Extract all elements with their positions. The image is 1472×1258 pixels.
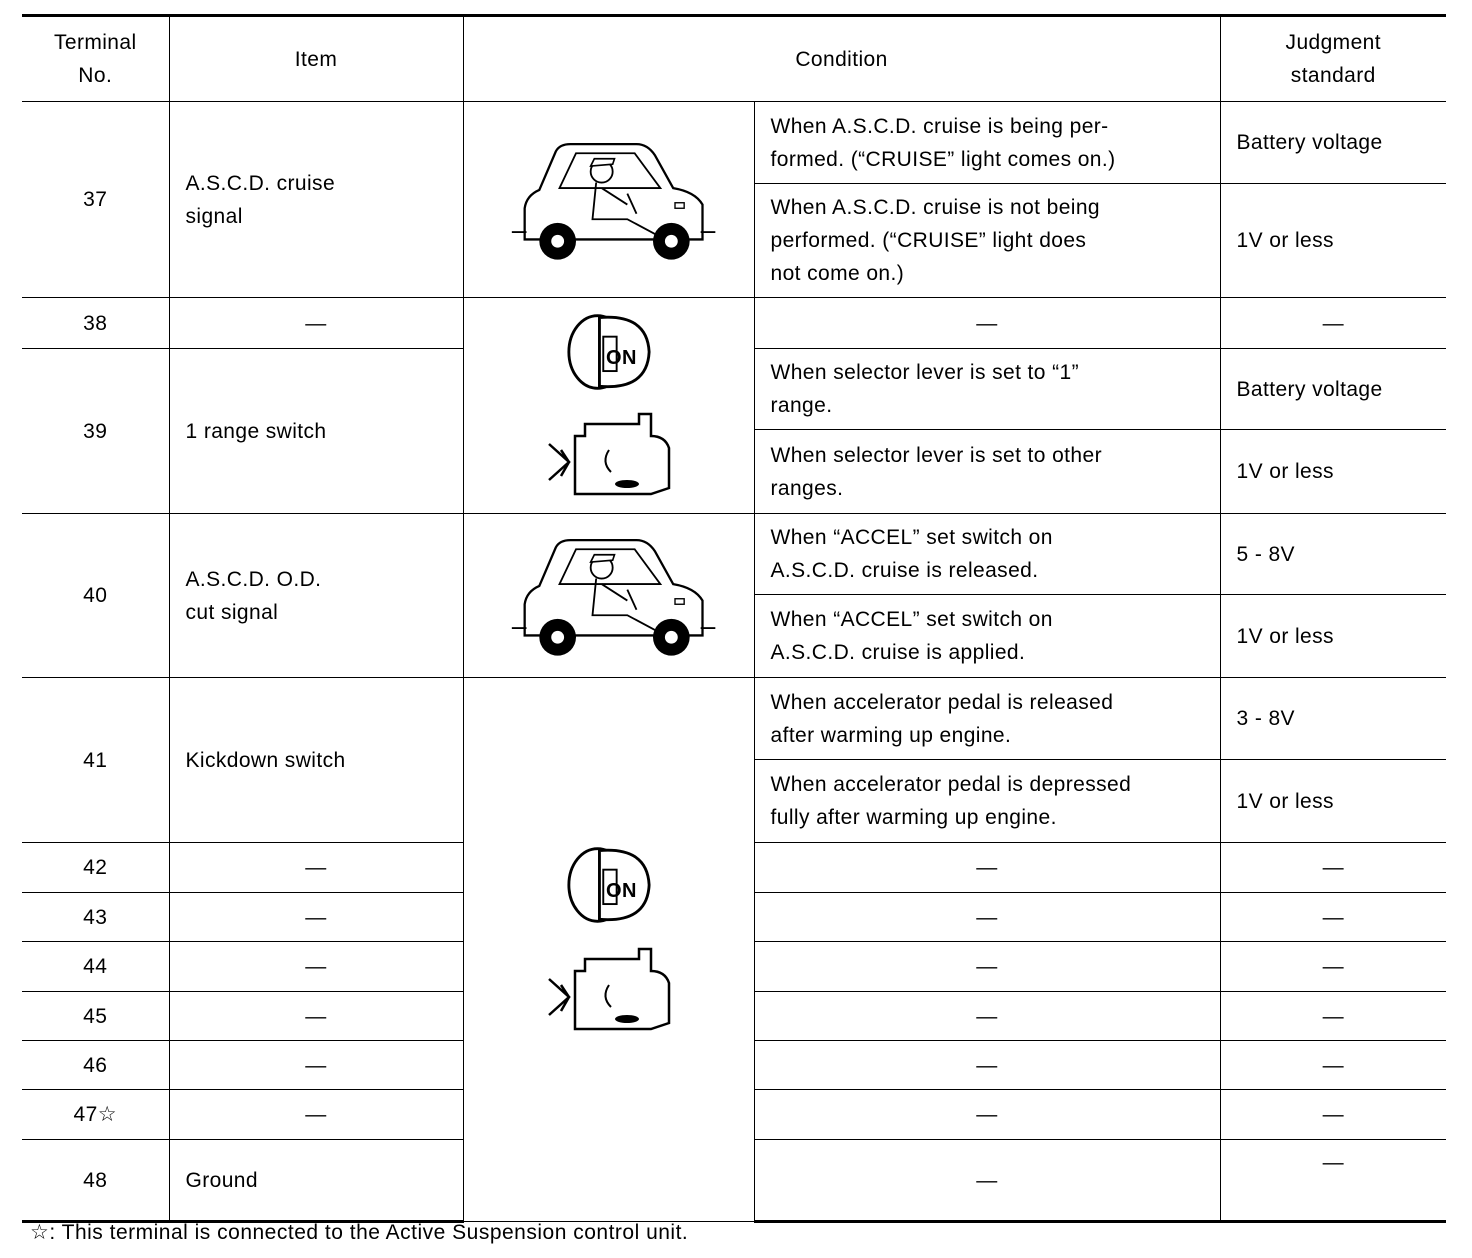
terminal-cell: 44	[22, 942, 169, 992]
judgment-cell: —	[1220, 942, 1446, 992]
header-judgment	[1220, 16, 1446, 102]
header-terminal-line1: Terminal	[53, 31, 137, 54]
item-cell: —	[169, 843, 463, 893]
condition-cell	[754, 678, 1220, 760]
terminal-cell: 41	[22, 678, 169, 843]
item-line: A.S.C.D. O.D.	[185, 567, 322, 591]
switch-label: ON	[605, 346, 637, 369]
condition-cell: —	[754, 298, 1220, 349]
picture-cell	[463, 514, 754, 678]
terminal-cell: 42	[22, 843, 169, 893]
footnote: ☆: This terminal is connected to the Active Suspension control unit.	[30, 1221, 689, 1244]
condition-line: A.S.C.D. cruise is applied.	[770, 641, 1026, 664]
header-judgment-line1: Judgment	[1285, 31, 1381, 54]
table-row	[22, 514, 1446, 595]
item-cell: —	[169, 1090, 463, 1140]
condition-line: range.	[770, 394, 833, 417]
terminal-cell: 46	[22, 1041, 169, 1090]
condition-line: When accelerator pedal is released	[770, 690, 1114, 714]
terminal-table-wrapper	[22, 14, 1446, 1223]
condition-line: ranges.	[770, 476, 844, 500]
judgment-cell: —	[1220, 298, 1446, 349]
item-cell: —	[169, 1041, 463, 1090]
condition-cell: —	[754, 843, 1220, 893]
condition-line: after warming up engine.	[770, 723, 1012, 747]
item-line: A.S.C.D. cruise	[185, 171, 336, 195]
judgment-cell: —	[1220, 992, 1446, 1041]
header-condition: Condition	[463, 16, 1220, 102]
item-cell	[169, 514, 463, 678]
item-line: signal	[185, 204, 243, 228]
judgment-cell: 5 - 8V	[1220, 514, 1446, 595]
condition-line: A.S.C.D. cruise is released.	[770, 559, 1039, 582]
condition-line: formed. (“CRUISE” light comes on.)	[770, 147, 1116, 171]
terminal-cell: 39	[22, 349, 169, 514]
judgment-cell: 1V or less	[1220, 184, 1446, 298]
item-cell: —	[169, 942, 463, 992]
terminal-table	[22, 14, 1446, 1223]
item-cell: Ground	[169, 1140, 463, 1222]
condition-cell	[754, 102, 1220, 184]
item-cell: 1 range switch	[169, 349, 463, 514]
header-terminal-line2: No.	[78, 64, 113, 87]
terminal-cell: 47☆	[22, 1090, 169, 1140]
terminal-cell: 38	[22, 298, 169, 349]
judgment-cell: 3 - 8V	[1220, 678, 1446, 760]
header-item: Item	[169, 16, 463, 102]
condition-line: When selector lever is set to “1”	[770, 361, 1079, 384]
judgment-cell: —	[1220, 1041, 1446, 1090]
condition-cell	[754, 349, 1220, 430]
judgment-cell: —	[1220, 843, 1446, 893]
header-judgment-line2: standard	[1290, 64, 1376, 87]
condition-cell: —	[754, 992, 1220, 1041]
judgment-cell: 1V or less	[1220, 595, 1446, 678]
condition-line: not come on.)	[770, 262, 905, 285]
ignition-switch-icon	[559, 841, 659, 927]
item-cell: Kickdown switch	[169, 678, 463, 843]
condition-cell	[754, 760, 1220, 843]
header-terminal-no	[22, 16, 169, 102]
table-row	[22, 298, 1446, 349]
condition-line: When “ACCEL” set switch on	[770, 526, 1053, 549]
terminal-cell: 40	[22, 514, 169, 678]
condition-cell	[754, 595, 1220, 678]
condition-cell	[754, 430, 1220, 514]
judgment-cell: Battery voltage	[1220, 349, 1446, 430]
car-driver-icon	[499, 527, 719, 665]
judgment-cell: 1V or less	[1220, 430, 1446, 514]
condition-line: When “ACCEL” set switch on	[770, 608, 1053, 631]
terminal-cell: 48	[22, 1140, 169, 1222]
condition-line: When accelerator pedal is depressed	[770, 773, 1132, 796]
condition-line: When A.S.C.D. cruise is being per-	[770, 114, 1109, 138]
engine-icon	[539, 939, 679, 1039]
condition-cell: —	[754, 893, 1220, 942]
item-cell: —	[169, 893, 463, 942]
item-line: cut signal	[185, 600, 279, 624]
picture-cell	[463, 102, 754, 298]
terminal-cell: 37	[22, 102, 169, 298]
condition-cell: —	[754, 1140, 1220, 1222]
terminal-cell: 45	[22, 992, 169, 1041]
item-cell	[169, 102, 463, 298]
condition-line: When selector lever is set to other	[770, 443, 1102, 467]
switch-label: ON	[605, 879, 637, 902]
item-cell: —	[169, 992, 463, 1041]
item-cell: —	[169, 298, 463, 349]
terminal-cell: 43	[22, 893, 169, 942]
judgment-cell: —	[1220, 1090, 1446, 1140]
condition-cell: —	[754, 1090, 1220, 1140]
condition-cell: —	[754, 942, 1220, 992]
condition-line: fully after warming up engine.	[770, 806, 1057, 829]
picture-cell	[463, 298, 754, 514]
condition-cell	[754, 514, 1220, 595]
condition-cell: —	[754, 1041, 1220, 1090]
table-row	[22, 678, 1446, 760]
condition-cell	[754, 184, 1220, 298]
judgment-cell: —	[1220, 1140, 1446, 1222]
judgment-cell: Battery voltage	[1220, 102, 1446, 184]
judgment-cell: 1V or less	[1220, 760, 1446, 843]
engine-icon	[539, 404, 679, 504]
ignition-switch-icon	[559, 308, 659, 394]
condition-line: performed. (“CRUISE” light does	[770, 229, 1087, 252]
judgment-cell: —	[1220, 893, 1446, 942]
table-row	[22, 102, 1446, 184]
condition-line: When A.S.C.D. cruise is not being	[770, 196, 1101, 219]
picture-cell	[463, 678, 754, 1222]
car-driver-icon	[499, 131, 719, 269]
